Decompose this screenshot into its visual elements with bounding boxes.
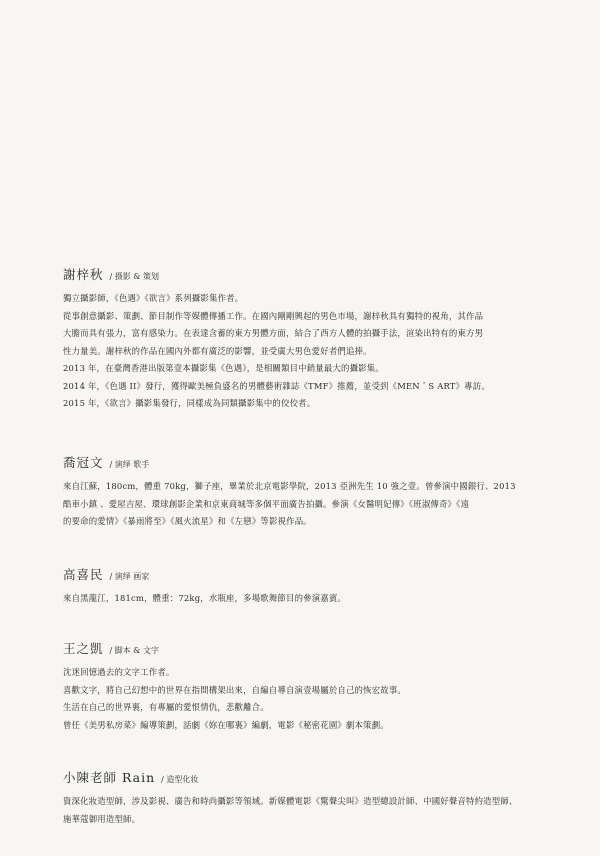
bio-heading xyxy=(63,769,563,789)
person-role: / 演绎 歌手 xyxy=(109,460,150,469)
bio-line: 來自黑龍江，181cm，體重：72kg，水瓶座，多場歌舞節目的參演嘉賓。 xyxy=(63,593,347,603)
bio-line: 資深化妝造型師，涉及影視、廣告和時尚攝影等領域。新媒體電影《驚聲尖叫》造型總設計師、中國好聲音特約造型師、 xyxy=(63,796,518,806)
bio-line: 大膽而具有張力，富有感染力。在表達含蓄的東方男體方面，結合了西方人體的拍攝手法，渲染出特有的東方男 xyxy=(63,328,484,338)
bio-heading xyxy=(63,454,563,474)
bio-line: 沈迷回憶過去的文字工作者。 xyxy=(63,667,175,677)
person-role: / 演绎 画家 xyxy=(109,572,150,581)
bio-section-xiao-chen-rain xyxy=(63,769,563,828)
bio-line: 2013 年，在臺灣香港出版第壹本攝影集《色遇》，是相關類目中銷量最大的攝影集。 xyxy=(63,363,384,373)
bio-heading xyxy=(63,566,563,586)
bio-section-qiao-guanwen xyxy=(63,454,563,531)
bio-heading xyxy=(63,266,563,286)
bio-line: 酷車小鎮 、愛屋吉屋、環球創影企業和京東商城等多個平面廣告拍攝。參演《女醫明妃傳》《班淑傳奇》《遠 xyxy=(63,498,470,509)
bio-line: 施華蔻御用造型師。 xyxy=(63,813,141,824)
bio-line: 的要命的愛情》《暴雨將至》《風火流星》和《左戀》等影視作品。 xyxy=(63,516,312,526)
bio-section-xie-ziqiu xyxy=(63,266,563,413)
person-name: 謝梓秋 xyxy=(63,267,104,282)
bio-section-gao-ximin xyxy=(63,566,563,608)
bio-line: 生活在自己的世界裏，有專屬的愛恨情仇，悲歡離合。 xyxy=(63,702,269,712)
bio-line: 來自江蘇，180cm，體重 70kg，獅子座，畢業於北京電影學院，2013 亞洲先生 10 強之壹。曾參演中國銀行、2013 xyxy=(63,481,516,491)
bio-line: 2014 年，《色遇 II》發行，獲得歐美極負盛名的男體藝術雜誌《TMF》推薦，並受到《MEN＇S ART》專訪。 xyxy=(63,380,490,391)
bio-line: 性力量美。謝梓秋的作品在國內外都有廣泛的影響，並受廣大男色愛好者們追捧。 xyxy=(63,345,372,356)
bio-line: 從事創意攝影、策劃、節目制作等媒體傳播工作。在國內剛剛興起的男色市場，謝梓秋具有獨特的視角，其作品 xyxy=(63,310,484,321)
bio-line: 2015 年，《欲言》攝影集發行，同樣成為同類攝影集中的佼佼者。 xyxy=(63,398,316,408)
bio-section-wang-zhikai xyxy=(63,640,563,734)
person-name: 高喜民 xyxy=(63,567,104,582)
person-name: 喬冠文 xyxy=(63,455,104,470)
person-role: / 造型化妆 xyxy=(161,775,199,784)
bio-heading xyxy=(63,640,563,660)
person-role: / 摄影 & 策划 xyxy=(109,272,159,281)
bio-line: 曾任《美男私房菜》編導策劃，話劇《妳在哪裏》編劇，電影《秘密花園》劇本策劃。 xyxy=(63,719,389,730)
person-name: 王之凱 xyxy=(63,641,104,656)
bio-line: 喜歡文字，將自己幻想中的世界在指間構架出來，自編自導自演壹場屬於自己的恢宏故事。 xyxy=(63,684,406,695)
person-role: / 脚本 & 文字 xyxy=(109,646,159,655)
bio-line: 獨立攝影師，《色遇》《欲言》系列攝影集作者。 xyxy=(63,293,244,303)
person-name: 小陳老師 Rain xyxy=(63,770,156,785)
